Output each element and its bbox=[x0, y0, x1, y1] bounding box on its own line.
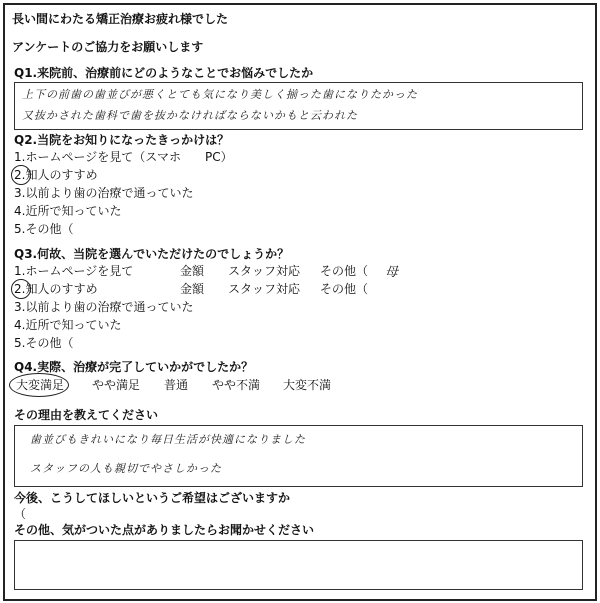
q3-row2-price: 金額 bbox=[180, 282, 205, 296]
q4-scale-very-dissatisfied: 大変不満 bbox=[283, 378, 332, 392]
q4-scale-very-satisfied: 大変満足 bbox=[16, 378, 65, 392]
q3-selection-circle bbox=[11, 279, 31, 299]
q2-option-1: 1.ホームページを見て（スマホ PC） bbox=[14, 150, 233, 164]
q1-answer-line1: 上下の前歯の歯並びが悪くとても気になり美しく揃った歯になりたかった bbox=[22, 88, 418, 101]
wish-paren: （ bbox=[14, 507, 27, 521]
other-answer-box bbox=[14, 540, 583, 590]
q2-option-3: 3.以前より歯の治療で通っていた bbox=[14, 186, 194, 200]
q4-selection-circle bbox=[9, 373, 69, 397]
q3-option-5: 5.その他（ bbox=[14, 336, 74, 350]
q3-title: Q3.何故、当院を選んでいただけたのでしょうか？ bbox=[14, 247, 290, 261]
q4-scale-somewhat-satisfied: やや満足 bbox=[92, 378, 141, 392]
q2-option-5: 5.その他（ bbox=[14, 222, 74, 236]
header-title: 長い間にわたる矯正治療お疲れ様でした bbox=[12, 12, 229, 26]
q3-row1-staff: スタッフ対応 bbox=[228, 264, 301, 278]
q3-option-2: 2.知人のすすめ bbox=[14, 282, 98, 296]
reason-answer-line1: 歯並びもきれいになり毎日生活が快適になりました bbox=[30, 433, 306, 446]
q3-option-3: 3.以前より歯の治療で通っていた bbox=[14, 300, 194, 314]
reason-title: その理由を教えてください bbox=[14, 408, 159, 422]
q4-scale-neutral: 普通 bbox=[164, 378, 189, 392]
q2-option-4: 4.近所で知っていた bbox=[14, 204, 122, 218]
q3-row2-other: その他（ bbox=[320, 282, 369, 296]
q1-title: Q1.来院前、治療前にどのようなことでお悩みでしたか bbox=[14, 66, 314, 80]
q3-row2-staff: スタッフ対応 bbox=[228, 282, 301, 296]
q3-option-1: 1.ホームページを見て bbox=[14, 264, 134, 278]
q2-title: Q2.当院をお知りになったきっかけは？ bbox=[14, 133, 230, 147]
q3-row1-price: 金額 bbox=[180, 264, 205, 278]
q2-option-2: 2.知人のすすめ bbox=[14, 168, 98, 182]
q2-selection-circle bbox=[11, 165, 31, 185]
q3-handwritten-other: 母 bbox=[385, 265, 400, 280]
q4-scale-somewhat-dissatisfied: やや不満 bbox=[212, 378, 261, 392]
other-title: その他、気がついた点がありましたらお聞かせください bbox=[14, 523, 315, 537]
q3-row1-other: その他（ bbox=[320, 264, 369, 278]
header-subtitle: アンケートのご協力をお願いします bbox=[12, 40, 204, 54]
q4-title: Q4.実際、治療が完了していかがでしたか？ bbox=[14, 360, 254, 374]
q1-answer-line2: 又抜かされた歯科で歯を抜かなければならないかもと云われた bbox=[22, 109, 358, 122]
wish-title: 今後、こうしてほしいというご希望はございますか bbox=[14, 491, 291, 505]
reason-answer-line2: スタッフの人も親切でやさしかった bbox=[30, 462, 222, 475]
q3-option-4: 4.近所で知っていた bbox=[14, 318, 122, 332]
